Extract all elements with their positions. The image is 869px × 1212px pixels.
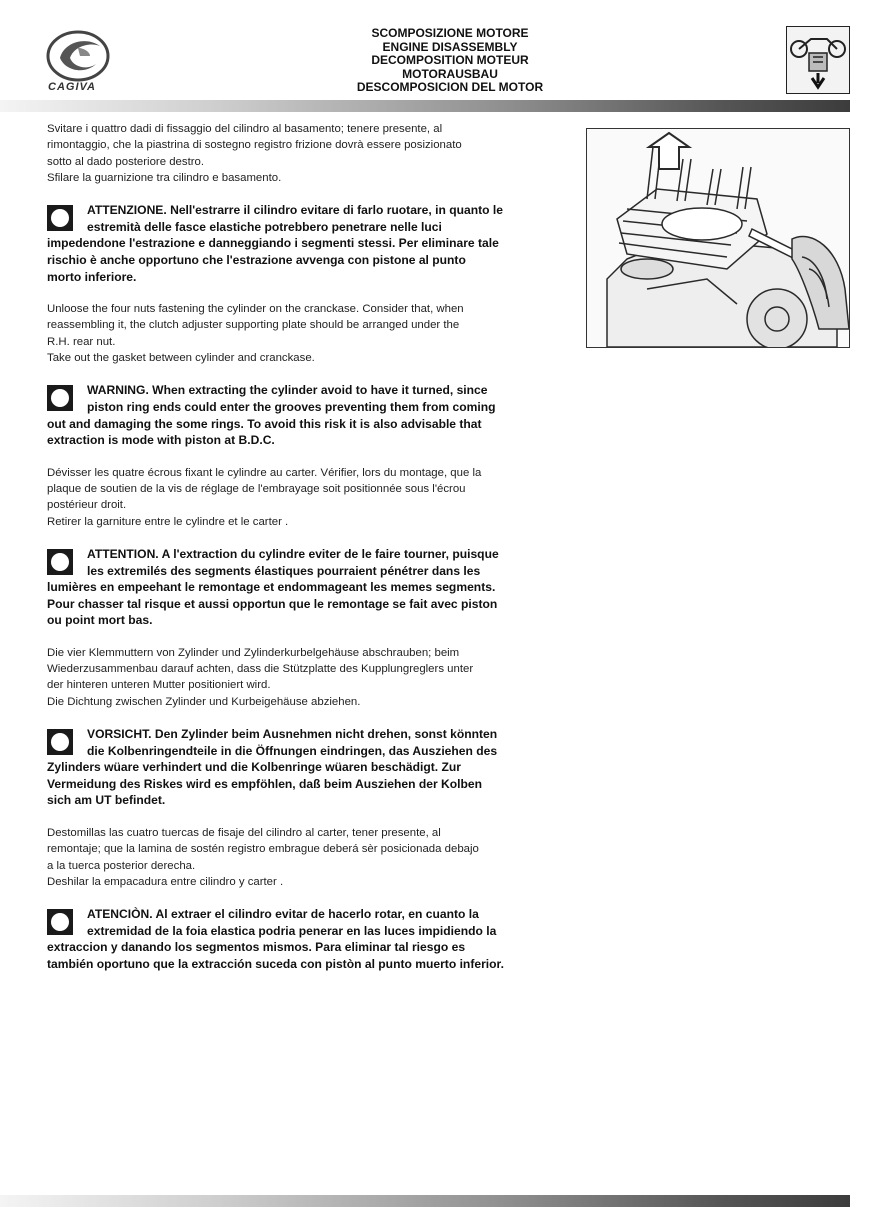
warning-icon <box>47 909 73 935</box>
warning-line: extremidad de la foia elastica podria penerar en las luces impidiendo la <box>87 923 497 938</box>
warning-de <box>47 726 567 809</box>
cylinder-removal-illustration <box>586 128 850 348</box>
footer-divider-bar <box>0 1195 850 1207</box>
warning-icon <box>47 205 73 231</box>
paragraph-line: R.H. rear nut. <box>47 335 116 348</box>
warning-icon <box>47 729 73 755</box>
warning-es <box>47 906 567 972</box>
paragraph-es <box>47 825 567 890</box>
warning-line: rischio è anche opportuno che l'estrazione avvenga con pistone al punto <box>47 252 466 267</box>
paragraph-line: sotto al dado posteriore destro. <box>47 155 205 168</box>
paragraph-line: Dévisser les quatre écrous fixant le cylindre au carter. Vérifier, lors du montage, que la <box>47 466 482 479</box>
warning-line: Pour chasser tal risque et aussi opportun que le remontage se fait avec piston <box>47 596 498 611</box>
page-header <box>0 0 869 100</box>
warning-it <box>47 202 567 285</box>
paragraph-line: remontaje; que la lamina de sostén registro embrague deberá sèr posicionada debajo <box>47 843 479 856</box>
warning-line: WARNING. When extracting the cylinder avoid to have it turned, since <box>87 383 488 398</box>
paragraph-fr <box>47 465 567 530</box>
warning-line: ATTENZIONE. Nell'estrarre il cilindro evitare di farlo ruotare, in quanto le <box>87 203 503 218</box>
warning-line: también oportuno que la extracción suceda con pistòn al punto muerto inferior. <box>47 957 504 971</box>
warning-line: VORSICHT. Den Zylinder beim Ausnehmen nicht drehen, sonst könnten <box>87 727 498 742</box>
paragraph-line: Die vier Klemmuttern von Zylinder und Zylinderkurbelgehäuse abschrauben; beim <box>47 646 460 659</box>
warning-line: les extremilés des segments élastiques pourraient pénétrer dans les <box>87 563 481 578</box>
header-divider-bar <box>0 100 850 112</box>
warning-en <box>47 382 567 448</box>
warning-line: impedendone l'estrazione e danneggiando i segmenti stessi. Per eliminare tale <box>47 236 499 251</box>
paragraph-line: Die Dichtung zwischen Zylinder und Kurbeigehäuse abziehen. <box>47 695 361 708</box>
paragraph-line: Deshilar la empacadura entre cilindro y carter . <box>47 875 284 888</box>
page-title <box>290 27 610 95</box>
warning-line: piston ring ends could enter the grooves preventing them from coming <box>87 399 496 414</box>
warning-icon <box>47 549 73 575</box>
warning-icon <box>47 385 73 411</box>
title-fr: DECOMPOSITION MOTEUR <box>371 53 529 67</box>
warning-line: ATENCIÒN. Al extraer el cilindro evitar de hacerlo rotar, en cuanto la <box>87 907 479 922</box>
paragraph-line: Svitare i quattro dadi di fissaggio del cilindro al basamento; tenere presente, al <box>47 123 443 135</box>
title-de: MOTORAUSBAU <box>402 66 498 81</box>
paragraph-line: postérieur droit. <box>47 499 127 512</box>
warning-line: morto inferiore. <box>47 269 137 284</box>
paragraph-de <box>47 645 567 710</box>
warning-line: Vermeidung des Riskes wird es empföhlen, daß beim Ausziehen der Kolben <box>47 776 483 791</box>
paragraph-line: Sfilare la guarnizione tra cilindro e basamento. <box>47 171 282 184</box>
warning-line: estremità delle fasce elastiche potrebbero penetrare nelle luci <box>87 219 442 234</box>
warning-line: sich am UT befindet. <box>47 793 166 808</box>
engine-disassembly-icon <box>786 26 850 94</box>
paragraph-line: reassembling it, the clutch adjuster supporting plate should be arranged under the <box>47 319 460 332</box>
title-it: SCOMPOSIZIONE MOTORE <box>371 26 529 40</box>
instruction-text <box>47 121 567 973</box>
title-en: ENGINE DISASSEMBLY <box>382 39 518 54</box>
paragraph-line: a la tuerca posterior derecha. <box>47 859 196 872</box>
warning-fr <box>47 546 567 629</box>
paragraph-line: Unloose the four nuts fastening the cylinder on the cranckase. Consider that, when <box>47 303 464 316</box>
paragraph-line: der hinteren unteren Mutter positioniert wird. <box>47 679 271 692</box>
brand-name: CAGIVA <box>48 81 96 93</box>
paragraph-line: rimontaggio, che la piastrina di sostegno registro frizione dovrà essere posizionato <box>47 139 462 152</box>
paragraph-line: Wiederzusammenbau darauf achten, dass die Stützplatte des Kupplungreglers unter <box>47 663 474 676</box>
paragraph-en <box>47 301 567 366</box>
warning-line: extraccion y danando los segmentos mismos. Para eliminar tal riesgo es <box>47 940 466 955</box>
warning-line: ou point mort bas. <box>47 613 153 628</box>
title-es: DESCOMPOSICION DEL MOTOR <box>356 80 544 94</box>
warning-line: out and damaging the some rings. To avoid this risk it is also advisable that <box>47 416 482 431</box>
paragraph-line: plaque de soutien de la vis de réglage de l'embrayage soit positionnée sous l'écrou <box>47 483 466 496</box>
paragraph-line: Take out the gasket between cylinder and cranckase. <box>47 352 315 365</box>
paragraph-it <box>47 121 567 186</box>
paragraph-line: Destomillas las cuatro tuercas de fisaje del cilindro al carter, tener presente, al <box>47 827 441 840</box>
warning-line: Zylinders wüare verhindert und die Kolbenringe wüaren beschädigt. Zur <box>47 760 461 775</box>
warning-line: ATTENTION. A l'extraction du cylindre eviter de le faire tourner, puisque <box>87 546 499 561</box>
warning-line: lumières en empeehant le remontage et endommageant les memes segments. <box>47 580 496 595</box>
warning-line: extraction is mode with piston at B.D.C. <box>47 433 275 448</box>
paragraph-line: Retirer la garniture entre le cylindre et le carter . <box>47 515 289 528</box>
warning-line: die Kolbenringendteile in die Öffnungen eindringen, das Ausziehen des <box>87 743 498 758</box>
